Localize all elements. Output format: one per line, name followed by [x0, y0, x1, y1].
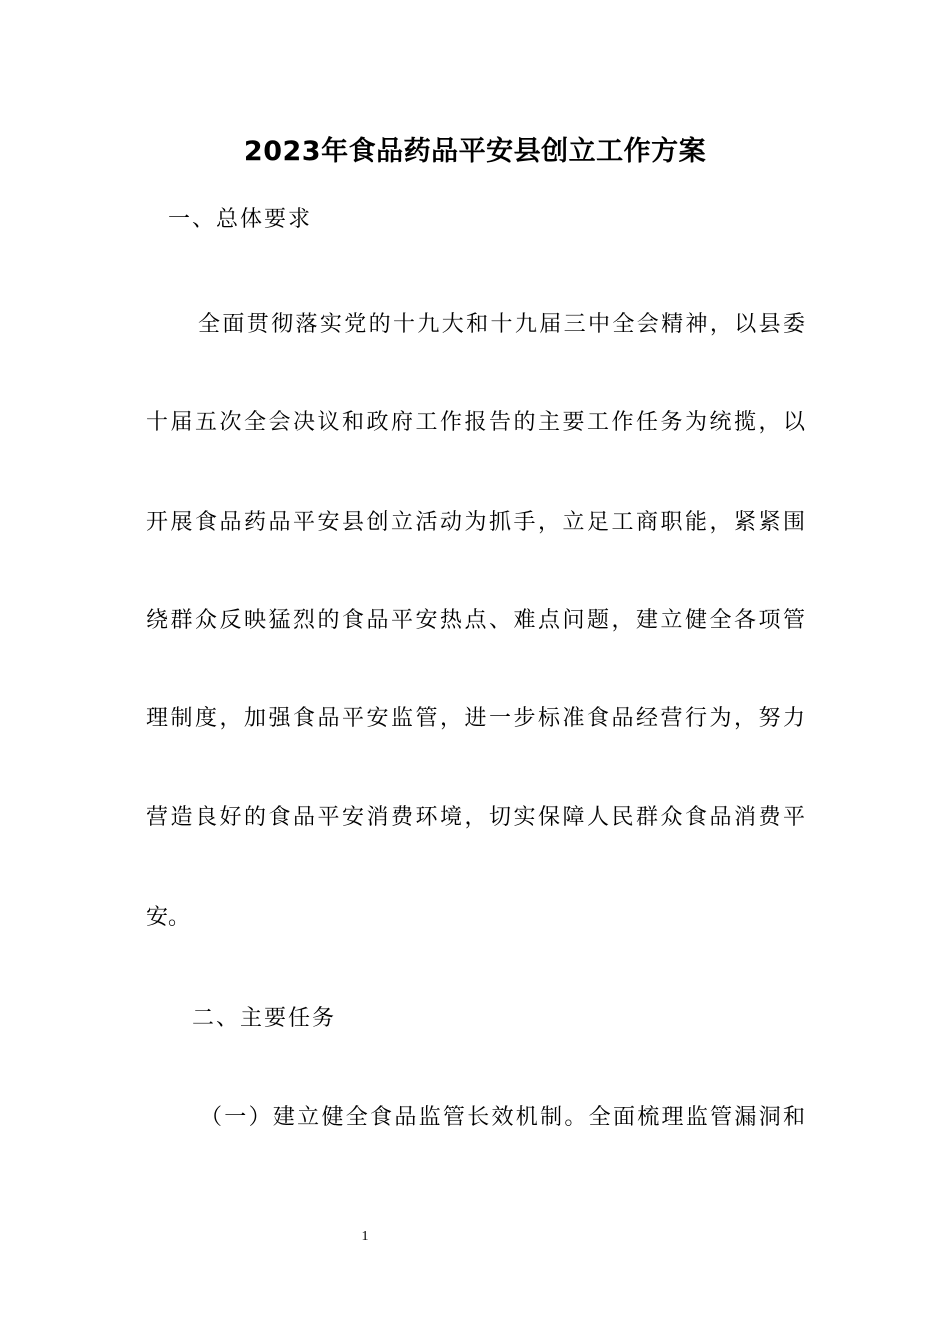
document-title: 2023年食品药品平安县创立工作方案: [243, 136, 707, 167]
paragraph-line: 理制度，加强食品平安监管，进一步标准食品经营行为，努力: [146, 706, 805, 731]
page-number: 1: [361, 1229, 369, 1244]
paragraph-line: 营造良好的食品平安消费环境，切实保障人民群众食品消费平: [146, 805, 805, 830]
paragraph-line: 绕群众反映猛烈的食品平安热点、难点问题，建立健全各项管: [146, 608, 805, 633]
paragraph-line: 全面贯彻落实党的十九大和十九届三中全会精神，以县委: [198, 312, 805, 337]
section-heading-overall-requirements: 一、总体要求: [168, 207, 313, 232]
paragraph-line: 安。: [146, 905, 191, 930]
task-item-1-line: （一）建立健全食品监管长效机制。全面梳理监管漏洞和: [200, 1105, 805, 1130]
paragraph-line: 开展食品药品平安县创立活动为抓手，立足工商职能，紧紧围: [146, 510, 805, 535]
section-heading-main-tasks: 二、主要任务: [192, 1006, 337, 1031]
paragraph-line: 十届五次全会决议和政府工作报告的主要工作任务为统揽，以: [146, 410, 805, 435]
